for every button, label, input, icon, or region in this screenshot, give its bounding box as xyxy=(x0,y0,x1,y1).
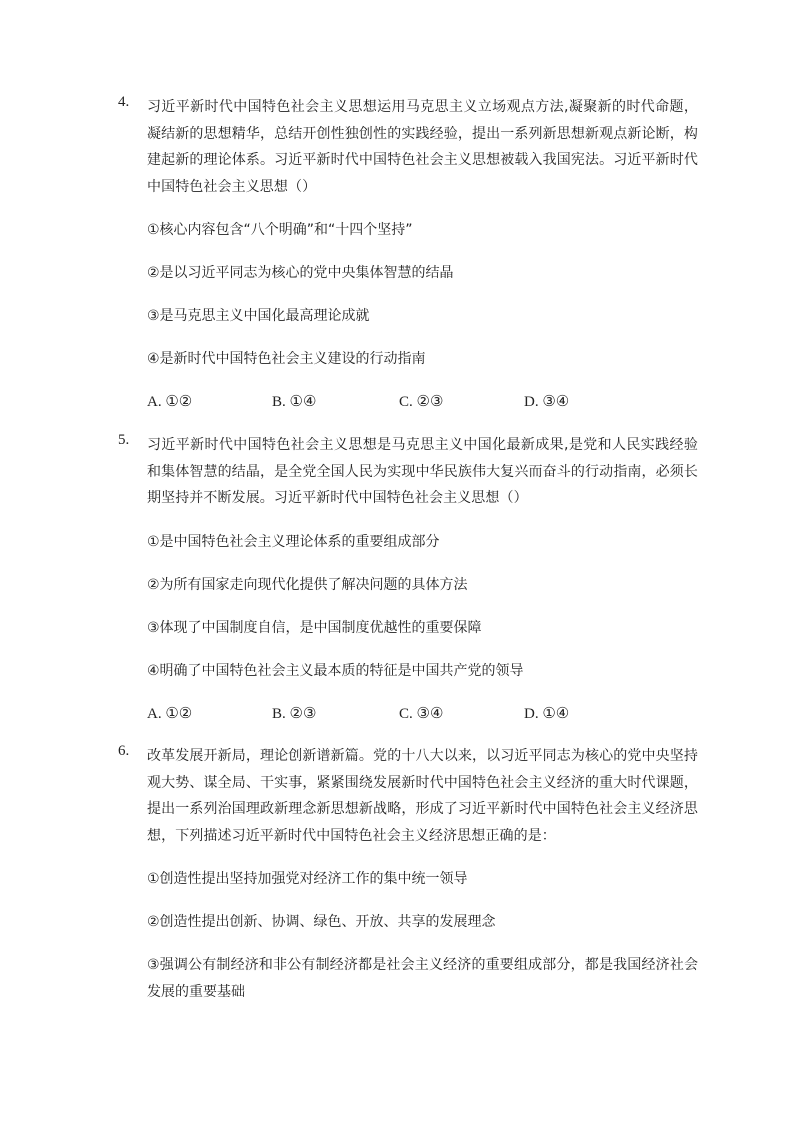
choice-c: C. ③④ xyxy=(399,705,444,722)
statement-option: ③强调公有制经济和非公有制经济都是社会主义经济的重要组成部分，都是我国经济社会发展的重要基础 xyxy=(147,957,698,1000)
question-number: 6. xyxy=(118,743,130,759)
statement-option: ④明确了中国特色社会主义最本质的特征是中国共产党的领导 xyxy=(147,662,524,679)
statement-option: ①创造性提出坚持加强党对经济工作的集中统一领导 xyxy=(147,871,468,887)
question-4 xyxy=(118,94,698,415)
statement-option: ②创造性提出创新、协调、绿色、开放、共享的发展理念 xyxy=(147,914,496,930)
question-6 xyxy=(118,743,698,1005)
statement-option: ③是马克思主义中国化最高理论成就 xyxy=(147,308,370,324)
question-number: 5. xyxy=(118,432,130,448)
choice-c: C. ②③ xyxy=(399,394,444,410)
question-stem: 改革发展开新局，理论创新谱新篇。党的十八大以来，以习近平同志为核心的党中央坚持观大势、谋全局、干实事，紧紧围绕发展新时代中国特色社会主义经济的重大时代课题，提出一系列治国理政新理念新思想新战略，形成了习近平新时代中国特色社会主义经济思想，下列描述习近平新时代中国特色社会主义经济思想正确的是： xyxy=(147,748,698,844)
answer-choices xyxy=(147,389,698,415)
statement-option: ②是以习近平同志为核心的党中央集体智慧的结晶 xyxy=(147,265,454,281)
question-stem: 习近平新时代中国特色社会主义思想是马克思主义中国化最新成果,是党和人民实践经验和集体智慧的结晶，是全党全国人民为实现中华民族伟大复兴而奋斗的行动指南，必须长期坚持并不断发展。习近平新时代中国特色社会主义思想（） xyxy=(147,437,698,506)
question-5 xyxy=(118,432,698,727)
statement-option: ④是新时代中国特色社会主义建设的行动指南 xyxy=(147,351,426,367)
choice-b: B. ②③ xyxy=(272,705,317,722)
statement-option: ①是中国特色社会主义理论体系的重要组成部分 xyxy=(147,533,440,550)
choice-d: D. ①④ xyxy=(524,705,570,722)
question-number: 4. xyxy=(118,94,130,110)
choice-a: A. ①② xyxy=(147,705,193,722)
statement-option: ②为所有国家走向现代化提供了解决问题的具体方法 xyxy=(147,576,468,593)
choice-a: A. ①② xyxy=(147,394,193,410)
statement-option: ③体现了中国制度自信，是中国制度优越性的重要保障 xyxy=(147,619,482,636)
statement-option: ①核心内容包含“八个明确”和“十四个坚持” xyxy=(147,222,413,238)
choice-b: B. ①④ xyxy=(272,394,317,410)
choice-d: D. ③④ xyxy=(524,394,570,410)
question-stem: 习近平新时代中国特色社会主义思想运用马克思主义立场观点方法,凝聚新的时代命题，凝结新的思想精华，总结开创性独创性的实践经验，提出一系列新思想新观点新论断，构建起新的理论体系。习近平新时代中国特色社会主义思想被载入我国宪法。习近平新时代中国特色社会主义思想（） xyxy=(147,99,698,195)
answer-choices xyxy=(147,701,698,727)
